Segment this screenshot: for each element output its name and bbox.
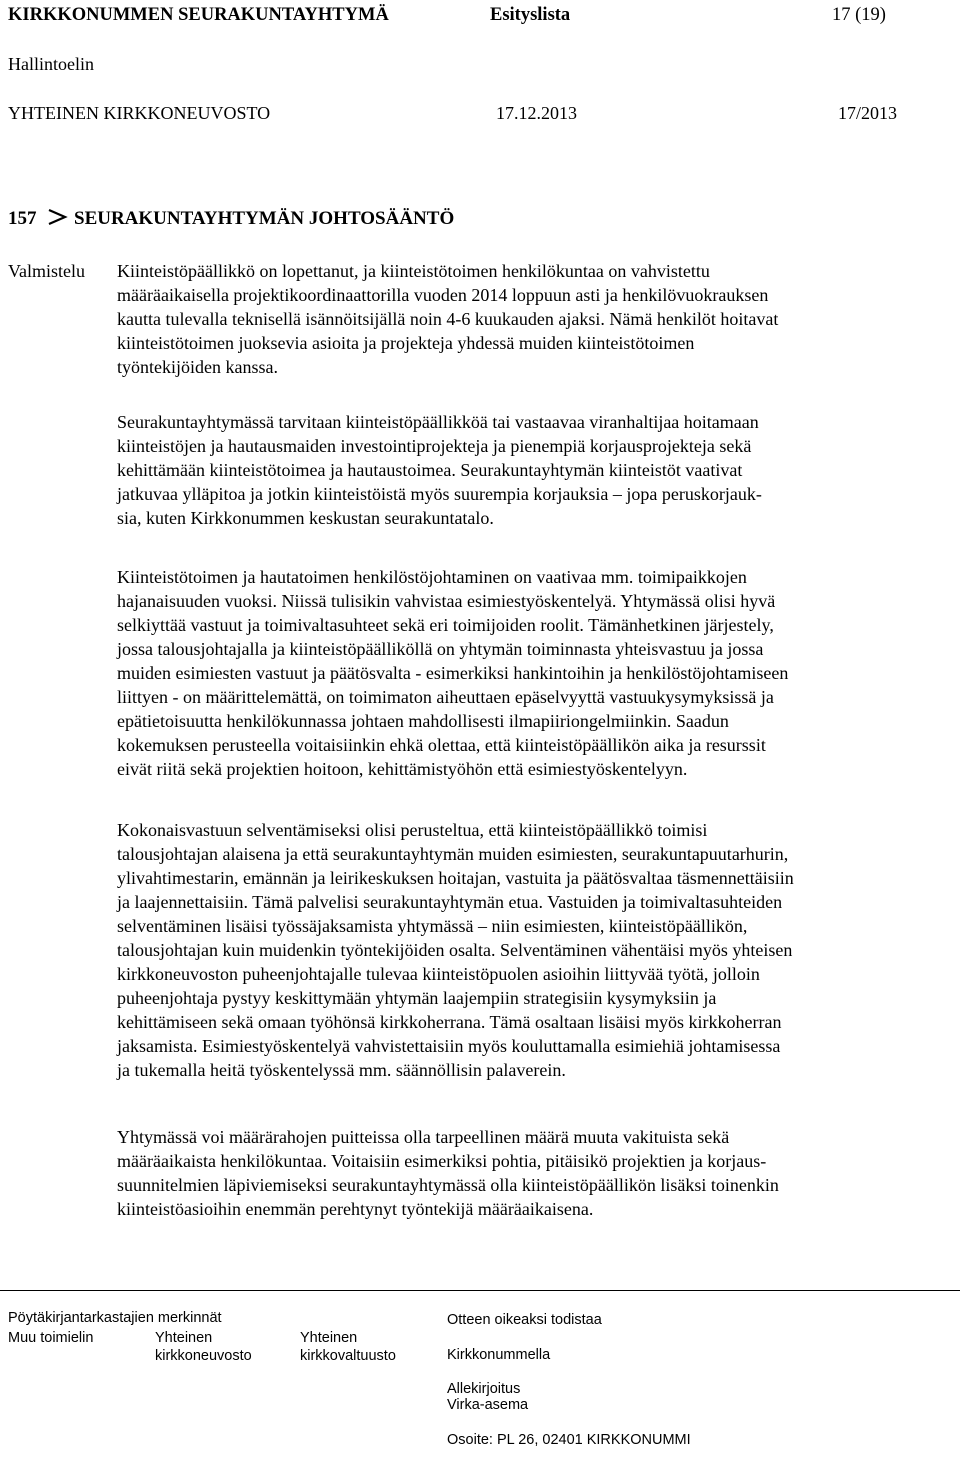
text-line: työntekijöiden kanssa. xyxy=(117,357,278,377)
text-line: kehittämiseen sekä omaan työhönsä kirkkoherrana. Tämä osaltaan lisäisi myös kirkkoherran xyxy=(117,1012,782,1032)
section-sign-icon xyxy=(46,206,68,228)
text-line: selkiyttää vastuut ja toimivaltasuhteet sekä eri toimijoiden roolit. Tämänhetkinen järjestely, xyxy=(117,615,774,635)
text-line: kehittämään kiinteistötoimea ja hautaustoimea. Seurakuntayhtymän kiinteistöt vaativat xyxy=(117,460,743,480)
text-line: hajanaisuuden vuoksi. Niissä tulisikin vahvistaa esimiestyöskentelyä. Yhtymässä olisi hyvä xyxy=(117,591,776,611)
footer-place: Kirkkonummella xyxy=(447,1347,551,1363)
text-line: määräaikaista henkilökuntaa. Voitaisiin esimerkiksi pohtia, pitäisikö projektien ja korjaus- xyxy=(117,1151,767,1171)
footer-heading: Pöytäkirjantarkastajien merkinnät xyxy=(8,1310,222,1326)
text-line: kokemuksen perusteella voitaisiinkin ehkä olettaa, että kiinteistöpäällikön aika ja resurssit xyxy=(117,735,766,755)
text-line: ja laajennettaisiin. Tämä palvelisi seurakuntayhtymän etua. Vastuiden ja toimivaltasuhteiden xyxy=(117,892,783,912)
doc-type: Esityslista xyxy=(490,5,571,25)
text-line: ja tukemalla heitä työskentelyssä mm. säännöllisin palaverein. xyxy=(117,1060,566,1080)
text-line: Kiinteistöpäällikkö on lopettanut, ja kiinteistötoimen henkilökuntaa on vahvistettu xyxy=(117,261,710,281)
preparation-label: Valmistelu xyxy=(8,261,85,281)
meeting-number: 17/2013 xyxy=(838,103,898,123)
text-line: Kokonaisvastuun selventämiseksi olisi perusteltua, että kiinteistöpäällikkö toimisi xyxy=(117,820,708,840)
text-line: epätietoisuutta henkilökunnassa johtaen mahdollisesti ilmapiiriongelmiinkin. Saadun xyxy=(117,711,729,731)
board-name: YHTEINEN KIRKKONEUVOSTO xyxy=(8,103,271,123)
footer-position: Virka-asema xyxy=(447,1397,529,1413)
footer-council-line2: kirkkoneuvosto xyxy=(155,1348,252,1364)
text-line: jaksamista. Esimiestyöskentelyä vahvistettaisiin myös kouluttamalla esimiehiä johtamisessa xyxy=(117,1036,781,1056)
text-line: talousjohtajan alaisena ja että seurakuntayhtymän muiden esimiesten, seurakuntapuutarhurin, xyxy=(117,844,789,864)
footer-council-line1: Yhteinen xyxy=(155,1330,213,1346)
text-line: suunnitelmien läpiviemiseksi seurakuntayhtymässä olla kiinteistöpäällikön lisäksi toinenkin xyxy=(117,1175,779,1195)
section-number: 157 xyxy=(8,208,37,229)
paragraph-1 xyxy=(117,259,947,379)
text-line: Seurakuntayhtymässä tarvitaan kiinteistöpäällikköä tai vastaavaa viranhaltijaa hoitamaan xyxy=(117,412,759,432)
text-line: ylivahtimestarin, emännän ja leirikeskuksen hoitajan, vastuita ja päätösvaltaa täsmennettäisiin xyxy=(117,868,794,888)
footer-assembly-line1: Yhteinen xyxy=(300,1330,358,1346)
paragraph-3 xyxy=(117,565,947,781)
text-line: kiinteistötoimen juoksevia asioita ja projekteja yhdessä muiden kiinteistötoimen xyxy=(117,333,695,353)
text-line: eivät riitä sekä projektien hoitoon, kehittämistyöhön että esimiestyöskentelyyn. xyxy=(117,759,688,779)
section-title: SEURAKUNTAYHTYMÄN JOHTOSÄÄNTÖ xyxy=(74,208,455,229)
footer-other-body: Muu toimielin xyxy=(8,1330,94,1346)
org-name: KIRKKONUMMEN SEURAKUNTAYHTYMÄ xyxy=(8,5,389,25)
paragraph-2 xyxy=(117,410,947,530)
text-line: sia, kuten Kirkkonummen keskustan seurakuntatalo. xyxy=(117,508,494,528)
text-line: jatkuvaa ylläpitoa ja jotkin kiinteistöistä myös suurempia korjauksia – jopa peruskorjauk- xyxy=(117,484,762,504)
department: Hallintoelin xyxy=(8,54,94,74)
text-line: kiinteistöjen ja hautausmaiden investointiprojekteja ja pienempiä korjausprojekteja sekä xyxy=(117,436,752,456)
footer-assembly-line2: kirkkovaltuusto xyxy=(300,1348,396,1364)
text-line: talousjohtajan kuin muidenkin työntekijöiden osalta. Selventäminen vähentäisi myös yhteisen xyxy=(117,940,793,960)
page-number: 17 (19) xyxy=(832,5,886,25)
footer-certified: Otteen oikeaksi todistaa xyxy=(447,1312,602,1328)
text-line: liittyen - on määrittelemättä, on toimimaton aiheuttaen epäselvyyttä vastuukysymyksissä ja xyxy=(117,687,774,707)
footer-divider xyxy=(0,1290,960,1291)
text-line: puheenjohtaja pystyy keskittymään yhtymän laajempiin strategisiin kysymyksiin ja xyxy=(117,988,717,1008)
text-line: muiden esimiesten vastuut ja päätösvalta - esimerkiksi hankintoihin ja henkilöstöjohtamiseen xyxy=(117,663,789,683)
text-line: määräaikaisella projektikoordinaattorilla vuoden 2014 loppuun asti ja henkilövuokrauksen xyxy=(117,285,769,305)
text-line: selventäminen lisäisi työssäjaksamista yhtymässä – niin esimiesten, kiinteistöpäällikön, xyxy=(117,916,748,936)
text-line: kiinteistöasioihin enemmän perehtynyt työntekijä määräaikaisena. xyxy=(117,1199,594,1219)
text-line: kirkkoneuvoston puheenjohtajalle tulevaa kiinteistöpuolen asioihin liittyvää työtä, jolloin xyxy=(117,964,760,984)
text-line: Yhtymässä voi määrärahojen puitteissa olla tarpeellinen määrä muuta vakituista sekä xyxy=(117,1127,730,1147)
text-line: jossa talousjohtajalla ja kiinteistöpäälliköllä on yhtymän toiminnasta yhteisvastuu ja jossa xyxy=(117,639,764,659)
meeting-date: 17.12.2013 xyxy=(496,103,577,123)
text-line: Kiinteistötoimen ja hautatoimen henkilöstöjohtaminen on vaativaa mm. toimipaikkojen xyxy=(117,567,747,587)
text-line: kautta tulevalla teknisellä isännöitsijällä noin 4-6 kuukauden ajaksi. Nämä henkilöt hoitavat xyxy=(117,309,779,329)
footer-signature: Allekirjoitus xyxy=(447,1381,521,1397)
paragraph-5 xyxy=(117,1125,947,1221)
paragraph-4 xyxy=(117,818,947,1082)
footer-address: Osoite: PL 26, 02401 KIRKKONUMMI xyxy=(447,1432,691,1448)
